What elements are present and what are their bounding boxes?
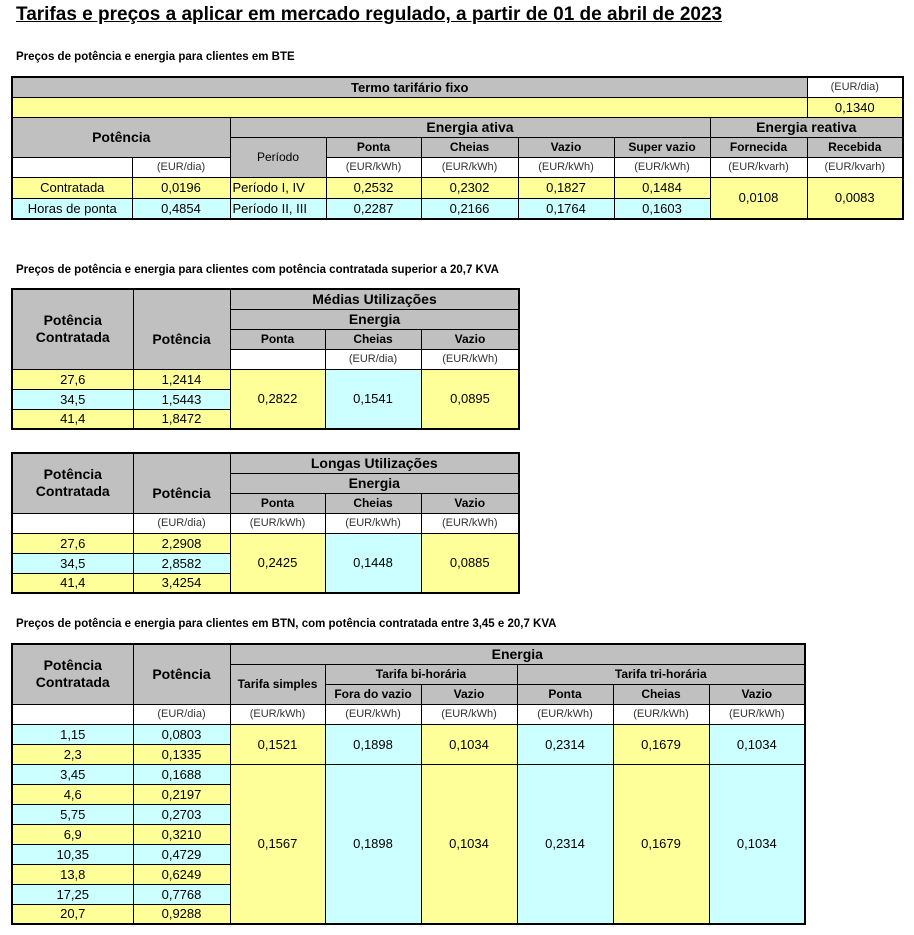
energia-header: Energia <box>230 473 519 493</box>
potencia-header: Potência <box>133 309 230 369</box>
tarifa-simples-header: Tarifa simples <box>230 664 325 704</box>
unit-kwh: (EUR/kWh) <box>518 157 614 177</box>
simples-value: 0,1521 <box>230 724 325 764</box>
btn-heading: Preços de potência e energia para clientes em BTN, com potência contratada entre 3,45 e 20,7 KVA <box>16 618 557 630</box>
contratada-value: 5,75 <box>12 804 133 824</box>
fixed-term-value: 0,1340 <box>807 97 903 117</box>
bi-vazio-header: Vazio <box>421 684 517 704</box>
contratada-value: 3,45 <box>12 764 133 784</box>
cheias-header: Cheias <box>325 329 421 349</box>
unit-dia: (EUR/dia) <box>133 513 230 533</box>
contratada-value: 13,8 <box>12 864 133 884</box>
fora-vazio-value: 0,1898 <box>325 724 421 764</box>
potencia-value: 0,0196 <box>132 177 230 198</box>
recebida-value: 0,0083 <box>807 177 903 219</box>
ponta-value: 0,2287 <box>326 198 421 219</box>
potencia-value: 0,4854 <box>132 198 230 219</box>
table-row <box>12 369 519 389</box>
cheias-header: Cheias <box>421 137 518 157</box>
contratada-value: 34,5 <box>12 389 133 409</box>
unit-kwh: (EUR/kWh) <box>230 704 325 724</box>
ponta-value: 0,2314 <box>517 764 613 924</box>
unit-dia: (EUR/dia) <box>325 349 421 369</box>
potencia-value: 0,1688 <box>133 764 230 784</box>
unit-kvarh: (EUR/kvarh) <box>710 157 807 177</box>
table-row <box>12 724 805 744</box>
potencia-value: 2,2908 <box>133 533 230 553</box>
unit-kwh: (EUR/kWh) <box>421 704 517 724</box>
cheias-value: 0,1679 <box>613 724 709 764</box>
potencia-value: 0,3210 <box>133 824 230 844</box>
contratada-value: 17,25 <box>12 884 133 904</box>
row-label: Contratada <box>12 177 132 198</box>
unit-kwh: (EUR/kWh) <box>421 157 518 177</box>
unit-empty <box>230 349 325 369</box>
potencia-value: 0,6249 <box>133 864 230 884</box>
fornecida-header: Fornecida <box>710 137 807 157</box>
table-row <box>12 764 805 784</box>
contratada-value: 1,15 <box>12 724 133 744</box>
page-title: Tarifas e preços a aplicar em mercado regulado, a partir de 01 de abril de 2023 <box>16 4 723 25</box>
potencia-contratada-header: Potência Contratada <box>12 453 133 513</box>
vazio-header: Vazio <box>421 493 519 513</box>
potencia-value: 3,4254 <box>133 573 230 593</box>
tarifa-bi-header: Tarifa bi-horária <box>325 664 517 684</box>
bte-heading: Preços de potência e energia para clientes em BTE <box>16 51 295 63</box>
fornecida-value: 0,0108 <box>710 177 807 219</box>
cheias-value: 0,2302 <box>421 177 518 198</box>
tri-vazio-header: Vazio <box>709 684 805 704</box>
table-row <box>12 533 519 553</box>
potencia-contratada-header: Potência Contratada <box>12 289 133 369</box>
energia-ativa-header: Energia ativa <box>230 117 710 137</box>
fixed-term-unit: (EUR/dia) <box>807 77 903 97</box>
unit-dia: (EUR/dia) <box>133 704 230 724</box>
header-spacer <box>133 453 230 473</box>
contratada-value: 20,7 <box>12 904 133 924</box>
potencia-value: 0,2703 <box>133 804 230 824</box>
vazio-header: Vazio <box>518 137 614 157</box>
fora-vazio-value: 0,1898 <box>325 764 421 924</box>
cheias-header: Cheias <box>325 493 421 513</box>
potencia-value: 0,7768 <box>133 884 230 904</box>
vazio-header: Vazio <box>421 329 519 349</box>
unit-kvarh: (EUR/kvarh) <box>807 157 903 177</box>
vazio-value: 0,1764 <box>518 198 614 219</box>
contratada-value: 41,4 <box>12 409 133 429</box>
vazio-value: 0,1827 <box>518 177 614 198</box>
tarifa-tri-header: Tarifa tri-horária <box>517 664 805 684</box>
potencia-value: 1,5443 <box>133 389 230 409</box>
bte-table <box>11 76 904 220</box>
ponta-value: 0,2822 <box>230 369 325 429</box>
unit-kwh: (EUR/kWh) <box>614 157 710 177</box>
medias-table <box>11 288 520 430</box>
unit-empty <box>12 704 133 724</box>
energia-header: Energia <box>230 644 805 664</box>
vazio-value: 0,0895 <box>421 369 519 429</box>
header-spacer <box>133 289 230 309</box>
ponta-value: 0,2532 <box>326 177 421 198</box>
btn-table <box>11 643 806 925</box>
fora-vazio-header: Fora do vazio <box>325 684 421 704</box>
periodo-header: Período <box>230 137 326 177</box>
medias-title: Médias Utilizações <box>230 289 519 309</box>
contratada-value: 6,9 <box>12 824 133 844</box>
unit-kwh: (EUR/kWh) <box>709 704 805 724</box>
potencia-value: 1,8472 <box>133 409 230 429</box>
ponta-header: Ponta <box>230 493 325 513</box>
fixed-term-spacer <box>12 97 807 117</box>
potencia-value: 0,4729 <box>133 844 230 864</box>
contratada-value: 27,6 <box>12 533 133 553</box>
contratada-value: 41,4 <box>12 573 133 593</box>
potencia-value: 0,1335 <box>133 744 230 764</box>
row-label: Horas de ponta <box>12 198 132 219</box>
unit-kwh: (EUR/kWh) <box>230 513 325 533</box>
potencia-value: 0,0803 <box>133 724 230 744</box>
contratada-value: 27,6 <box>12 369 133 389</box>
table-row <box>12 177 903 198</box>
bi-vazio-value: 0,1034 <box>421 764 517 924</box>
potencia-header: Potência <box>12 117 230 157</box>
potencia-value: 0,9288 <box>133 904 230 924</box>
unit-empty <box>12 513 133 533</box>
contratada-value: 10,35 <box>12 844 133 864</box>
contratada-value: 2,3 <box>12 744 133 764</box>
unit-kwh: (EUR/kWh) <box>613 704 709 724</box>
cheias-value: 0,1541 <box>325 369 421 429</box>
unit-kwh: (EUR/kWh) <box>421 349 519 369</box>
contratada-value: 34,5 <box>12 553 133 573</box>
ponta-value: 0,2314 <box>517 724 613 764</box>
contratada-value: 4,6 <box>12 784 133 804</box>
unit-kwh: (EUR/kWh) <box>517 704 613 724</box>
unit-kwh: (EUR/kWh) <box>326 157 421 177</box>
cheias-value: 0,1448 <box>325 533 421 593</box>
vazio-value: 0,0885 <box>421 533 519 593</box>
longas-table <box>11 452 520 594</box>
unit-kwh: (EUR/kWh) <box>421 513 519 533</box>
simples-value: 0,1567 <box>230 764 325 924</box>
cheias-value: 0,1679 <box>613 764 709 924</box>
unit-kwh: (EUR/kWh) <box>325 513 421 533</box>
periodo-value: Período II, III <box>230 198 326 219</box>
super-vazio-value: 0,1484 <box>614 177 710 198</box>
super-vazio-header: Super vazio <box>614 137 710 157</box>
cheias-value: 0,2166 <box>421 198 518 219</box>
potencia-value: 2,8582 <box>133 553 230 573</box>
super-vazio-value: 0,1603 <box>614 198 710 219</box>
potencia-header: Potência <box>133 473 230 513</box>
fixed-term-label: Termo tarifário fixo <box>12 77 807 97</box>
tri-vazio-value: 0,1034 <box>709 724 805 764</box>
ponta-value: 0,2425 <box>230 533 325 593</box>
unit-cell-empty <box>12 157 132 177</box>
recebida-header: Recebida <box>807 137 903 157</box>
ponta-header: Ponta <box>517 684 613 704</box>
energia-reativa-header: Energia reativa <box>710 117 903 137</box>
periodo-value: Período I, IV <box>230 177 326 198</box>
potencia-value: 1,2414 <box>133 369 230 389</box>
potencia-value: 0,2197 <box>133 784 230 804</box>
potencia-header: Potência <box>133 644 230 704</box>
energia-header: Energia <box>230 309 519 329</box>
bi-vazio-value: 0,1034 <box>421 724 517 764</box>
high-power-heading: Preços de potência e energia para clientes com potência contratada superior a 20,7 KVA <box>16 264 499 276</box>
longas-title: Longas Utilizações <box>230 453 519 473</box>
unit-kwh: (EUR/kWh) <box>325 704 421 724</box>
unit-dia: (EUR/dia) <box>132 157 230 177</box>
tri-vazio-value: 0,1034 <box>709 764 805 924</box>
ponta-header: Ponta <box>230 329 325 349</box>
cheias-header: Cheias <box>613 684 709 704</box>
potencia-contratada-header: Potência Contratada <box>12 644 133 704</box>
ponta-header: Ponta <box>326 137 421 157</box>
